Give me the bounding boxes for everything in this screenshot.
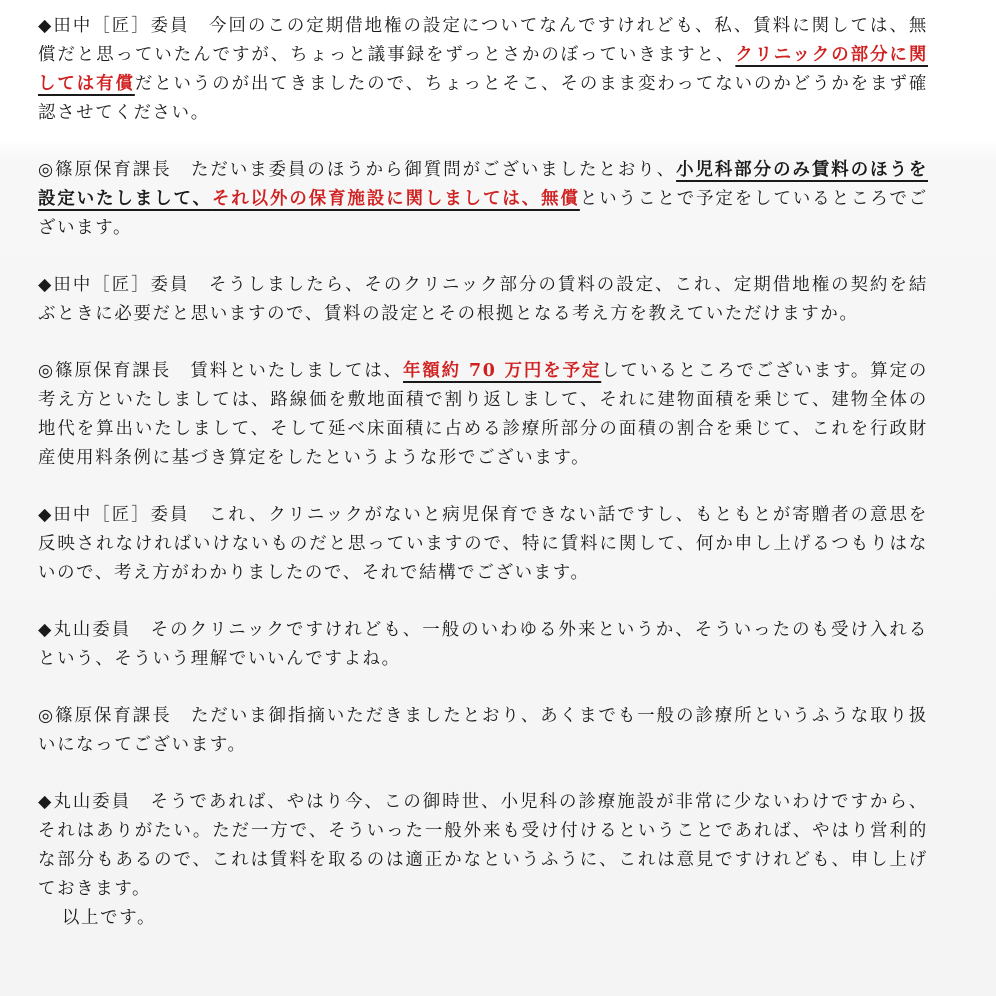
highlighted-statement: 年額約 70 万円を予定: [403, 361, 602, 381]
speaker-label: ◆田中［匠］委員: [38, 275, 190, 295]
statement-text: 今回のこの定期借地権の設定についてなんですけれども、私、賃料に関しては、無償だと思っていたんですが、ちょっと議事録をずっとさかのぼっていきますと、: [38, 16, 928, 65]
statement-text: これ、クリニックがないと病児保育できない話ですし、もともとが寄贈者の意思を反映されなければいけないものだと思っていますので、特に賃料に関して、何か申し上げるつもりはないので、考え方がわかりましたので、それで結構でございます。: [38, 505, 929, 583]
statement-text: 賃料といたしましては、: [190, 361, 404, 381]
statement-text: ということで予定をしているところでございます。: [38, 189, 928, 238]
highlighted-statement: クリニックの部分に関しては有償: [38, 45, 928, 94]
minutes-paragraph: [38, 156, 928, 243]
minutes-paragraph: [38, 271, 928, 329]
speaker-label: ◆田中［匠］委員: [38, 505, 190, 525]
minutes-paragraph: [38, 616, 928, 674]
statement-text: そうしましたら、そのクリニック部分の賃料の設定、これ、定期借地権の契約を結ぶときに必要だと思いますので、賃料の設定とその根拠となる考え方を教えていただけますか。: [38, 275, 929, 324]
minutes-paragraph: [38, 12, 928, 128]
speaker-label: ◎篠原保育課長: [38, 361, 172, 381]
highlighted-statement: 小児科部分のみ賃料のほうを設定いたしまして、: [38, 160, 928, 209]
minutes-paragraph: [38, 357, 928, 473]
speaker-label: ◆丸山委員: [38, 620, 132, 640]
minutes-paragraph: [38, 702, 928, 760]
statement-text: ただいま委員のほうから御質問がございましたとおり、: [191, 160, 677, 180]
speaker-label: ◆田中［匠］委員: [38, 16, 190, 36]
statement-text: そうであれば、やはり今、この御時世、小児科の診療施設が非常に少ないわけですから、それはありがたい。ただ一方で、そういった一般外来も受け付けるということであれば、やはり営利的な部分もあるので、これは賃料を取るのは適正かなというふうに、これは意見ですけれども、申し上げておきます。: [38, 792, 929, 899]
highlighted-statement: それ以外の保育施設に関しましては、無償: [211, 189, 580, 209]
meeting-minutes-document: [38, 12, 928, 933]
statement-text: そのクリニックですけれども、一般のいわゆる外来というか、そういったのも受け入れるという、そういう理解でいいんですよね。: [38, 620, 928, 669]
closing-remark: 以上です。: [62, 908, 157, 928]
statement-text: しているところでございます。算定の考え方といたしましては、路線価を敷地面積で割り返しまして、それに建物面積を乗じて、建物全体の地代を算出いたしまして、そして延べ床面積に占める診療所部分の面積の割合を乗じて、これを行政財産使用料条例に基づき算定をしたというような形でございます。: [38, 361, 928, 468]
speaker-label: ◆丸山委員: [38, 792, 132, 812]
speaker-label: ◎篠原保育課長: [38, 160, 172, 180]
statement-text: だというのが出てきましたので、ちょっとそこ、そのまま変わってないのかどうかをまず確認させてください。: [38, 74, 928, 123]
minutes-paragraph: [38, 788, 928, 904]
speaker-label: ◎篠原保育課長: [38, 706, 172, 726]
statement-text: ただいま御指摘いただきましたとおり、あくまでも一般の診療所というふうな取り扱いになってございます。: [38, 706, 929, 755]
minutes-paragraph: [38, 501, 928, 588]
